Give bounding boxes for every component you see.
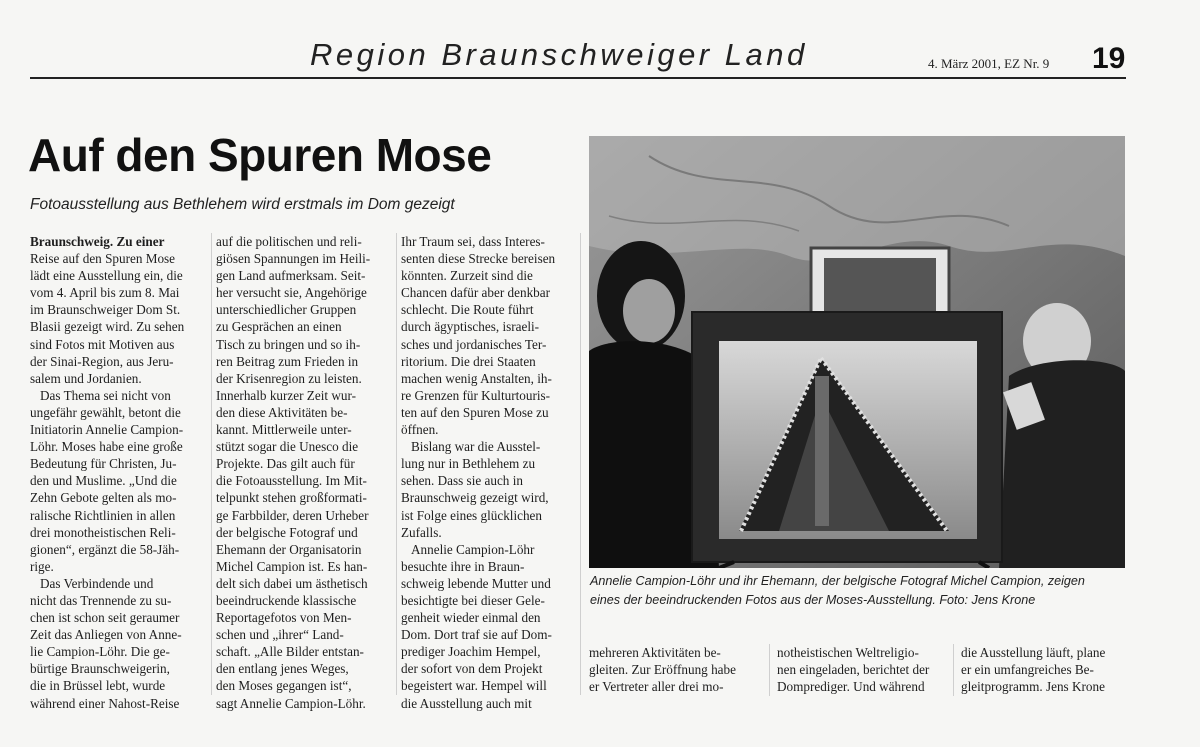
text-line: den Moses gegangen ist“, <box>216 678 352 694</box>
text-line: Zufalls. <box>401 524 442 540</box>
text-line: notheistischen Weltreligio- <box>777 645 919 660</box>
text-line: chen ist schon seit geraumer <box>30 610 180 626</box>
text-line: Das Thema sei nicht von <box>40 387 171 403</box>
text-line: genheit wieder einmal den <box>401 610 541 626</box>
text-line: senten diese Strecke bereisen <box>401 251 556 267</box>
text-line: die Ausstellung auch mit <box>401 695 532 711</box>
text-line: giösen Spannungen im Heili- <box>216 251 371 267</box>
column-divider <box>580 233 581 695</box>
text-line: Das Verbindende und <box>40 575 154 591</box>
text-line: könnten. Zurzeit sind die <box>401 268 533 284</box>
text-line: im Braunschweiger Dom St. <box>30 302 181 318</box>
text-line: er ein umfangreiches Be- <box>961 662 1094 678</box>
text-line: Braunschweig. Zu einer <box>30 234 165 249</box>
text-line: Bislang war die Ausstel- <box>411 439 541 455</box>
text-line: lädt eine Ausstellung ein, die <box>30 268 183 284</box>
text-line: Innerhalb kurzer Zeit wur- <box>216 387 356 403</box>
text-column-4 <box>589 644 764 695</box>
text-line: delt sich dabei um ästhetisch <box>216 575 368 591</box>
text-line: sind Fotos mit Motiven aus <box>30 336 175 352</box>
text-line: Michel Campion ist. Es han- <box>216 558 368 574</box>
header-rule <box>30 77 1126 79</box>
text-line: den diese Aktivitäten be- <box>216 404 348 420</box>
text-line: Braunschweig gezeigt wird, <box>401 490 549 506</box>
text-line: gleitprogramm. Jens Krone <box>961 679 1105 695</box>
text-line: Initiatorin Annelie Campion- <box>30 422 184 438</box>
text-line: Projekte. Das gilt auch für <box>216 456 355 472</box>
text-line: ritorium. Die drei Staaten <box>401 353 536 369</box>
text-line: Ehemann der Organisatorin <box>216 541 362 557</box>
text-line: telpunkt stehen großformati- <box>216 490 367 506</box>
text-line: stützt sogar die Unesco die <box>216 439 359 455</box>
text-line: Tisch zu bringen und so ih- <box>216 336 361 352</box>
text-line: während einer Nahost-Reise <box>30 695 180 711</box>
text-line: bürtige Braunschweigerin, <box>30 661 170 677</box>
text-line: begeistert war. Hempel will <box>401 678 547 694</box>
text-line: Reise auf den Spuren Mose <box>30 251 176 267</box>
text-line: drei monotheistischen Reli- <box>30 524 176 540</box>
text-line: besuchte ihre in Braun- <box>401 558 525 574</box>
text-line: die Ausstellung läuft, plane <box>961 645 1106 660</box>
text-line: nicht das Trennende zu su- <box>30 592 172 608</box>
text-line: gleiten. Zur Eröffnung habe <box>589 662 736 678</box>
page-number: 19 <box>1092 42 1126 75</box>
text-line: schen und „ihrer“ Land- <box>216 627 344 643</box>
text-line: lie Campion-Löhr. Die ge- <box>30 644 170 660</box>
text-line: sehen. Dass sie auch in <box>401 473 523 489</box>
text-line: Reportagefotos von Men- <box>216 610 352 626</box>
text-line: schlecht. Die Route führt <box>401 302 534 318</box>
text-column-5 <box>777 644 947 695</box>
text-line: ren Beitrag zum Frieden in <box>216 353 359 369</box>
text-line: Domprediger. Und während <box>777 679 925 695</box>
text-line: unterschiedlicher Gruppen <box>216 302 357 318</box>
text-line: gionen“, ergänzt die 58-Jäh- <box>30 541 180 557</box>
text-line: der sofort von dem Projekt <box>401 661 543 677</box>
text-line: ungefähr gewählt, betont die <box>30 404 181 420</box>
text-line: auf die politischen und reli- <box>216 234 362 249</box>
text-line: lung nur in Bethlehem zu <box>401 456 536 472</box>
text-line: Zeit das Anliegen von Anne- <box>30 627 182 643</box>
article-photo <box>589 136 1125 568</box>
text-line: durch ägyptisches, israeli- <box>401 319 540 335</box>
text-line: beeindruckende klassische <box>216 592 357 608</box>
text-line: Dom. Dort traf sie auf Dom- <box>401 627 552 643</box>
text-line: den und Muslime. „Und die <box>30 473 177 489</box>
issue-date: 4. März 2001, EZ Nr. 9 <box>928 56 1050 71</box>
text-line: schweig lebende Mutter und <box>401 575 551 591</box>
text-line: kannt. Mittlerweile unter- <box>216 422 352 438</box>
text-line: mehreren Aktivitäten be- <box>589 645 721 660</box>
text-line: schaft. „Alle Bilder entstan- <box>216 644 364 660</box>
text-line: ge Farbbilder, deren Urheber <box>216 507 369 523</box>
photo-caption <box>590 572 1126 609</box>
text-line: sches und jordanisches Ter- <box>401 336 547 352</box>
text-line: her versucht sie, Angehörige <box>216 285 367 301</box>
section-title: Region Braunschweiger Land <box>310 37 808 72</box>
text-line: nen eingeladen, berichtet der <box>777 662 930 678</box>
text-line: die in Brüssel lebt, wurde <box>30 678 166 694</box>
text-line: re Grenzen für Kulturtouris- <box>401 387 551 403</box>
text-line: machen wenig Anstalten, ih- <box>401 370 552 386</box>
column-divider <box>769 644 770 696</box>
text-line: ralische Richtlinien in allen <box>30 507 176 523</box>
text-line: besichtigte bei dieser Gele- <box>401 592 545 608</box>
text-line: Blasii gezeigt wird. Zu sehen <box>30 319 185 335</box>
photo-image <box>589 136 1125 568</box>
text-line: sagt Annelie Campion-Löhr. <box>216 695 366 711</box>
text-line: Löhr. Moses habe eine große <box>30 439 183 455</box>
text-line: vom 4. April bis zum 8. Mai <box>30 285 180 301</box>
text-column-2 <box>216 233 386 712</box>
text-line: er Vertreter aller drei mo- <box>589 679 724 695</box>
text-line: der belgische Fotograf und <box>216 524 358 540</box>
text-line: prediger Joachim Hempel, <box>401 644 541 660</box>
text-line: öffnen. <box>401 422 439 438</box>
text-line: die Fotoausstellung. Im Mit- <box>216 473 367 489</box>
text-line: Annelie Campion-Löhr <box>411 541 535 557</box>
text-column-1 <box>30 233 202 712</box>
text-line: Bedeutung für Christen, Ju- <box>30 456 177 472</box>
text-line: der Krisenregion zu leisten. <box>216 370 362 386</box>
text-line: gen Land aufmerksam. Seit- <box>216 268 366 284</box>
text-line: zu Gesprächen an einen <box>216 319 342 335</box>
text-column-6 <box>961 644 1131 695</box>
text-line: ten auf den Spuren Mose zu <box>401 404 549 420</box>
column-divider <box>211 233 212 695</box>
column-divider <box>953 644 954 696</box>
text-column-3 <box>401 233 573 712</box>
article-subheadline: Fotoausstellung aus Bethlehem wird erstmals im Dom gezeigt <box>30 196 455 213</box>
text-line: Chancen dafür aber denkbar <box>401 285 551 301</box>
text-line: den entlang jenes Weges, <box>216 661 349 677</box>
text-line: salem und Jordanien. <box>30 370 142 386</box>
article-headline: Auf den Spuren Mose <box>28 129 492 181</box>
text-line: Zehn Gebote gelten als mo- <box>30 490 177 506</box>
caption-line: eines der beeindruckenden Fotos aus der Moses-Ausstellung. Foto: Jens Krone <box>590 592 1036 607</box>
text-line: rige. <box>30 558 54 574</box>
text-line: Ihr Traum sei, dass Interes- <box>401 234 545 249</box>
caption-line: Annelie Campion-Löhr und ihr Ehemann, der belgische Fotograf Michel Campion, zeigen <box>590 574 1085 588</box>
text-line: ist Folge eines glücklichen <box>401 507 543 523</box>
column-divider <box>396 233 397 695</box>
text-line: der Sinai-Region, aus Jeru- <box>30 353 174 369</box>
